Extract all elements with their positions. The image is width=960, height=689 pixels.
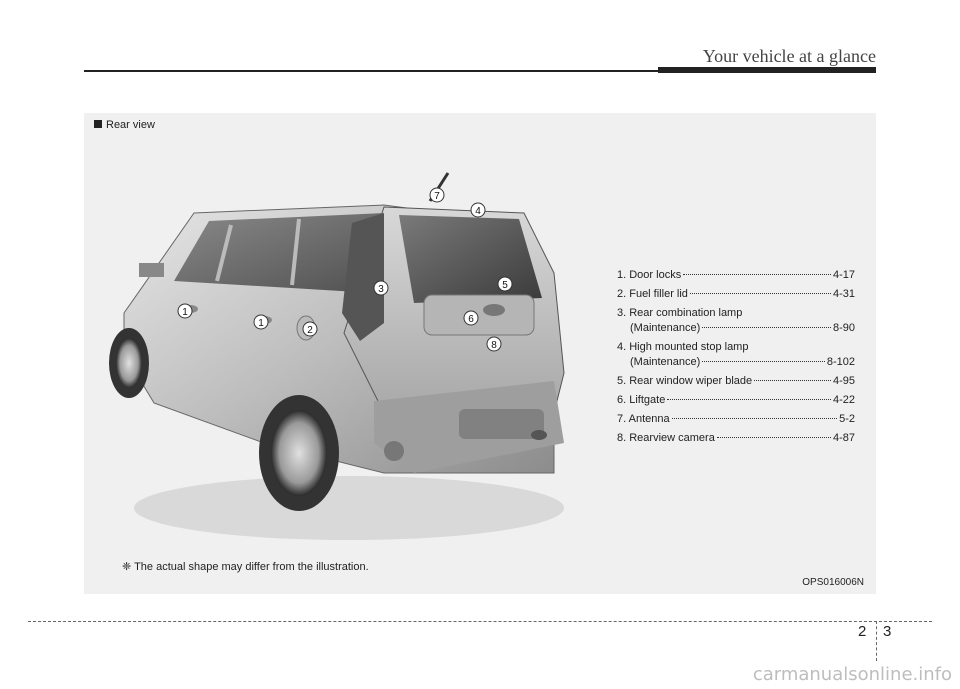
header-rule-accent (658, 67, 876, 73)
callout-5 (498, 277, 512, 291)
list-item: 8. Rearview camera 4-87 (617, 432, 855, 444)
callout-8 (487, 337, 501, 351)
callout-3 (374, 281, 388, 295)
image-code: OPS016006N (802, 577, 864, 588)
list-item: 3. Rear combination lamp (Maintenance) 8-90 (617, 307, 855, 334)
svg-text:6: 6 (468, 314, 474, 325)
footer-rule (28, 621, 932, 622)
parts-list (617, 268, 855, 450)
page-header-title: Your vehicle at a glance (702, 46, 876, 66)
rear-wheel (259, 395, 339, 511)
list-item: 5. Rear window wiper blade 4-95 (617, 375, 855, 387)
front-wheel (109, 328, 149, 398)
callout-4 (471, 203, 485, 217)
list-item: 6. Liftgate 4-22 (617, 394, 855, 406)
callout-1a (178, 304, 192, 318)
svg-text:5: 5 (502, 280, 508, 291)
page-number: 3 (883, 623, 892, 640)
svg-text:4: 4 (475, 206, 481, 217)
footer-divider (876, 621, 877, 661)
callout-6 (464, 311, 478, 325)
callout-7 (430, 188, 444, 202)
svg-text:8: 8 (491, 340, 497, 351)
svg-text:3: 3 (378, 284, 384, 295)
svg-text:1: 1 (182, 307, 188, 318)
callout-1b (254, 315, 268, 329)
svg-text:2: 2 (307, 325, 313, 336)
list-item: 2. Fuel filler lid 4-31 (617, 288, 855, 300)
list-item: 4. High mounted stop lamp (Maintenance) 8-102 (617, 341, 855, 368)
list-item: 7. Antenna 5-2 (617, 413, 855, 425)
svg-text:1: 1 (258, 318, 264, 329)
section-label: Rear view (94, 119, 155, 131)
chapter-number: 2 (858, 623, 867, 640)
list-item: 1. Door locks 4-17 (617, 269, 855, 281)
header-rule (84, 70, 660, 72)
callout-2 (303, 322, 317, 336)
svg-text:7: 7 (434, 191, 440, 202)
illustration-note: ❈ The actual shape may differ from the illustration. (122, 561, 369, 573)
watermark: carmanualsonline.info (752, 664, 952, 685)
